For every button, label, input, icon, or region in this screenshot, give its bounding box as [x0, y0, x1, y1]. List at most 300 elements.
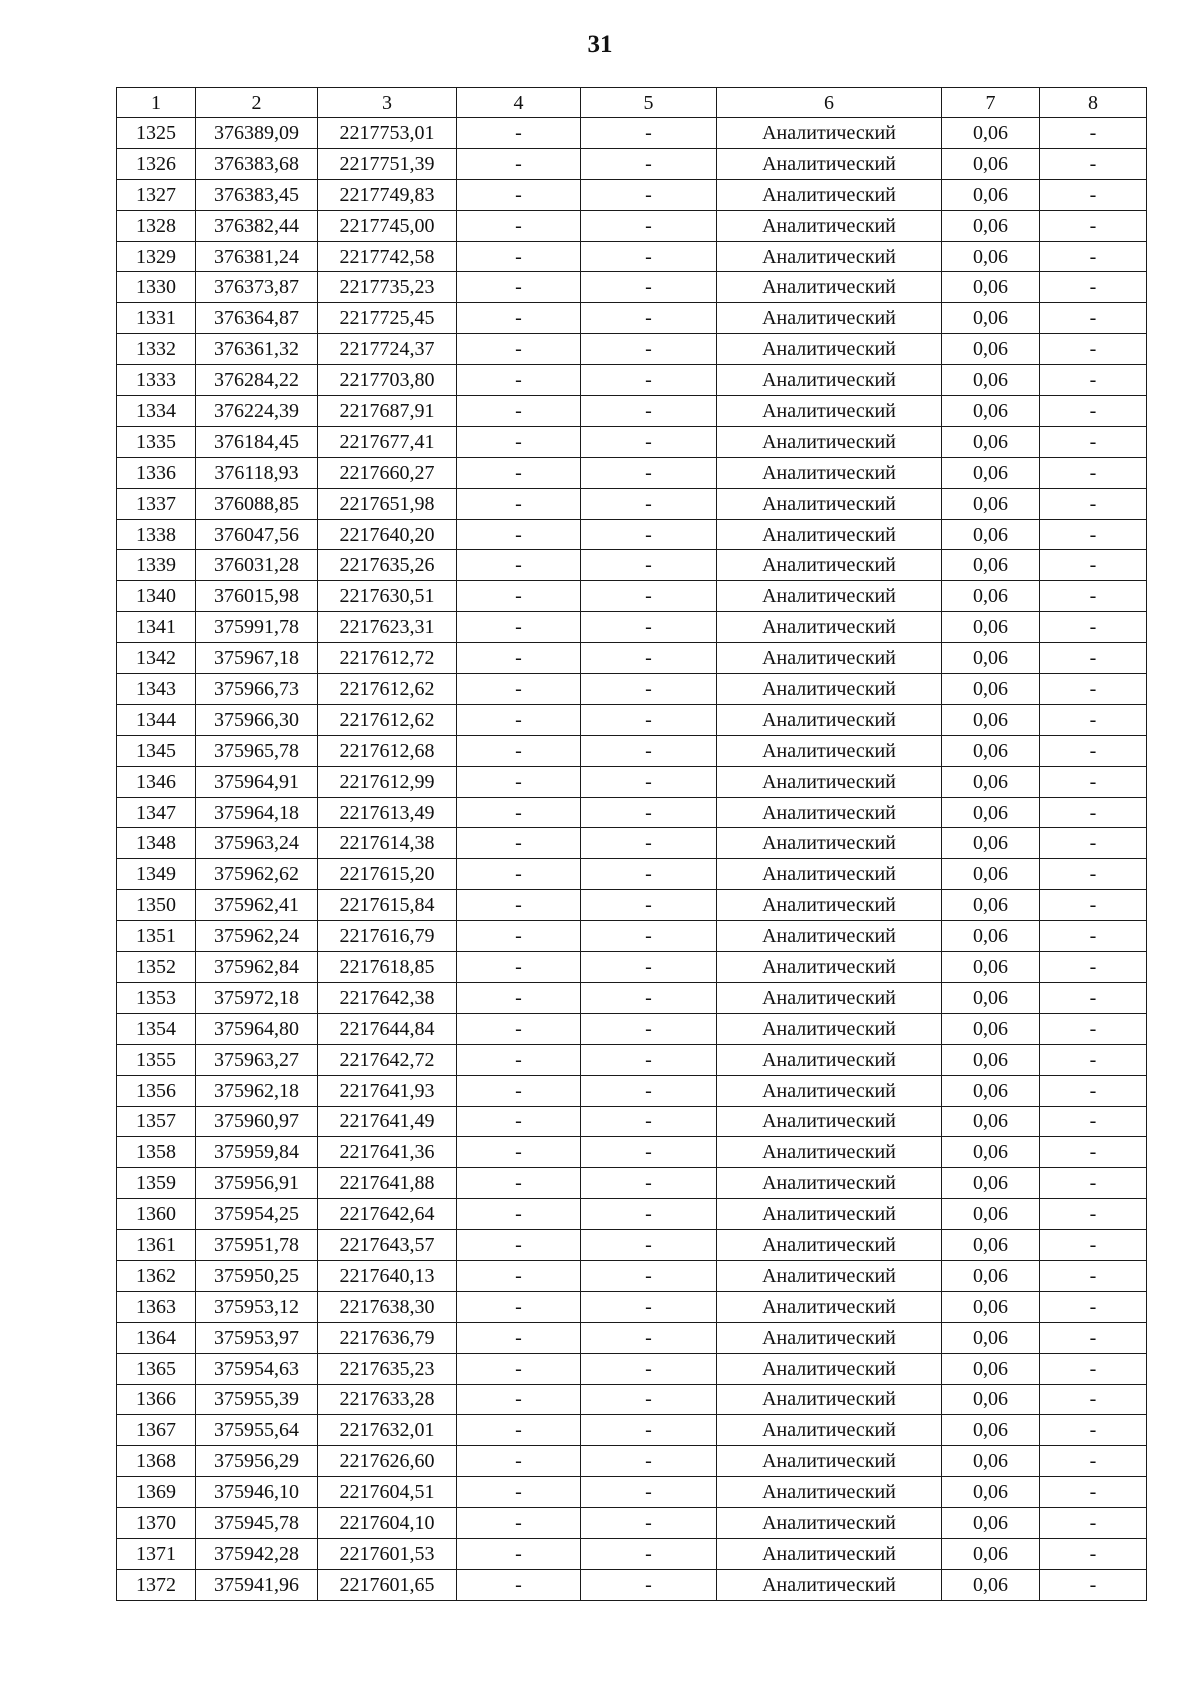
table-cell-col-6: Аналитический — [717, 581, 942, 612]
table-cell-col-8: - — [1040, 272, 1147, 303]
table-cell-col-5: - — [581, 674, 717, 705]
table-cell-col-6: Аналитический — [717, 1384, 942, 1415]
table-cell-col-2: 375956,29 — [196, 1446, 318, 1477]
table-cell-col-4: - — [457, 766, 581, 797]
table-cell-col-3: 2217687,91 — [318, 396, 457, 427]
table-cell-col-5: - — [581, 1230, 717, 1261]
table-cell-col-5: - — [581, 1291, 717, 1322]
table-cell-col-5: - — [581, 457, 717, 488]
table-cell-col-7: 0,06 — [942, 365, 1040, 396]
table-cell-col-1: 1334 — [117, 396, 196, 427]
table-cell-col-2: 375953,97 — [196, 1322, 318, 1353]
table-cell-col-8: - — [1040, 982, 1147, 1013]
table-cell-col-2: 375963,27 — [196, 1044, 318, 1075]
table-cell-col-7: 0,06 — [942, 1508, 1040, 1539]
table-cell-col-2: 375962,62 — [196, 859, 318, 890]
table-cell-col-7: 0,06 — [942, 982, 1040, 1013]
table-cell-col-3: 2217643,57 — [318, 1230, 457, 1261]
table-cell-col-5: - — [581, 828, 717, 859]
column-header-1: 1 — [117, 88, 196, 118]
table-cell-col-2: 375956,91 — [196, 1168, 318, 1199]
table-cell-col-3: 2217644,84 — [318, 1013, 457, 1044]
table-cell-col-3: 2217641,36 — [318, 1137, 457, 1168]
table-row — [117, 488, 1147, 519]
table-cell-col-5: - — [581, 581, 717, 612]
table-row — [117, 828, 1147, 859]
table-cell-col-1: 1360 — [117, 1199, 196, 1230]
table-cell-col-4: - — [457, 1075, 581, 1106]
table-cell-col-1: 1363 — [117, 1291, 196, 1322]
table-cell-col-5: - — [581, 334, 717, 365]
table-cell-col-7: 0,06 — [942, 1569, 1040, 1600]
table-cell-col-6: Аналитический — [717, 550, 942, 581]
table-cell-col-1: 1355 — [117, 1044, 196, 1075]
table-cell-col-2: 375962,24 — [196, 921, 318, 952]
table-cell-col-5: - — [581, 1538, 717, 1569]
table-cell-col-7: 0,06 — [942, 1384, 1040, 1415]
table-cell-col-2: 376383,45 — [196, 179, 318, 210]
table-cell-col-1: 1339 — [117, 550, 196, 581]
table-cell-col-2: 376389,09 — [196, 118, 318, 149]
table-cell-col-5: - — [581, 241, 717, 272]
table-cell-col-2: 375991,78 — [196, 612, 318, 643]
table-cell-col-3: 2217641,49 — [318, 1106, 457, 1137]
table-cell-col-1: 1333 — [117, 365, 196, 396]
table-cell-col-1: 1332 — [117, 334, 196, 365]
table-row — [117, 581, 1147, 612]
table-cell-col-3: 2217677,41 — [318, 426, 457, 457]
table-cell-col-1: 1331 — [117, 303, 196, 334]
table-cell-col-7: 0,06 — [942, 148, 1040, 179]
table-row — [117, 148, 1147, 179]
table-cell-col-4: - — [457, 457, 581, 488]
table-cell-col-7: 0,06 — [942, 1106, 1040, 1137]
table-cell-col-5: - — [581, 1075, 717, 1106]
table-cell-col-8: - — [1040, 1508, 1147, 1539]
table-cell-col-8: - — [1040, 1260, 1147, 1291]
table-cell-col-3: 2217745,00 — [318, 210, 457, 241]
table-cell-col-5: - — [581, 921, 717, 952]
table-cell-col-8: - — [1040, 704, 1147, 735]
table-cell-col-2: 375942,28 — [196, 1538, 318, 1569]
table-cell-col-1: 1342 — [117, 643, 196, 674]
table-cell-col-5: - — [581, 1446, 717, 1477]
table-cell-col-1: 1338 — [117, 519, 196, 550]
table-cell-col-6: Аналитический — [717, 179, 942, 210]
table-cell-col-3: 2217638,30 — [318, 1291, 457, 1322]
table-cell-col-3: 2217640,13 — [318, 1260, 457, 1291]
table-row — [117, 1260, 1147, 1291]
table-cell-col-2: 375964,80 — [196, 1013, 318, 1044]
table-cell-col-2: 375946,10 — [196, 1477, 318, 1508]
table-cell-col-8: - — [1040, 1291, 1147, 1322]
table-cell-col-2: 375962,84 — [196, 952, 318, 983]
table-cell-col-1: 1340 — [117, 581, 196, 612]
table-cell-col-8: - — [1040, 303, 1147, 334]
table-row — [117, 365, 1147, 396]
table-cell-col-8: - — [1040, 1538, 1147, 1569]
table-cell-col-1: 1368 — [117, 1446, 196, 1477]
table-cell-col-5: - — [581, 1013, 717, 1044]
table-cell-col-7: 0,06 — [942, 1446, 1040, 1477]
table-cell-col-6: Аналитический — [717, 365, 942, 396]
table-cell-col-2: 375955,39 — [196, 1384, 318, 1415]
table-cell-col-8: - — [1040, 519, 1147, 550]
table-cell-col-3: 2217601,53 — [318, 1538, 457, 1569]
table-cell-col-3: 2217635,23 — [318, 1353, 457, 1384]
table-cell-col-3: 2217613,49 — [318, 797, 457, 828]
table-cell-col-6: Аналитический — [717, 859, 942, 890]
table-cell-col-4: - — [457, 735, 581, 766]
table-cell-col-2: 376373,87 — [196, 272, 318, 303]
table-cell-col-8: - — [1040, 921, 1147, 952]
table-row — [117, 241, 1147, 272]
table-cell-col-7: 0,06 — [942, 118, 1040, 149]
table-cell-col-2: 375955,64 — [196, 1415, 318, 1446]
table-cell-col-4: - — [457, 1384, 581, 1415]
table-cell-col-5: - — [581, 365, 717, 396]
column-header-8: 8 — [1040, 88, 1147, 118]
table-cell-col-2: 375959,84 — [196, 1137, 318, 1168]
table-cell-col-6: Аналитический — [717, 1446, 942, 1477]
table-cell-col-6: Аналитический — [717, 1199, 942, 1230]
table-cell-col-4: - — [457, 1415, 581, 1446]
table-cell-col-7: 0,06 — [942, 704, 1040, 735]
table-cell-col-3: 2217630,51 — [318, 581, 457, 612]
table-cell-col-7: 0,06 — [942, 303, 1040, 334]
table-cell-col-4: - — [457, 1230, 581, 1261]
table-row — [117, 1075, 1147, 1106]
table-cell-col-1: 1371 — [117, 1538, 196, 1569]
table-row — [117, 396, 1147, 427]
table-cell-col-8: - — [1040, 488, 1147, 519]
table-cell-col-6: Аналитический — [717, 210, 942, 241]
table-cell-col-5: - — [581, 1415, 717, 1446]
table-cell-col-5: - — [581, 1137, 717, 1168]
table-cell-col-2: 375960,97 — [196, 1106, 318, 1137]
table-cell-col-4: - — [457, 581, 581, 612]
table-cell-col-4: - — [457, 1106, 581, 1137]
table-cell-col-1: 1326 — [117, 148, 196, 179]
table-cell-col-1: 1336 — [117, 457, 196, 488]
table-cell-col-8: - — [1040, 1569, 1147, 1600]
table-cell-col-2: 376382,44 — [196, 210, 318, 241]
table-cell-col-8: - — [1040, 1044, 1147, 1075]
table-cell-col-8: - — [1040, 1230, 1147, 1261]
table-cell-col-5: - — [581, 118, 717, 149]
table-cell-col-3: 2217642,72 — [318, 1044, 457, 1075]
table-cell-col-5: - — [581, 890, 717, 921]
table-cell-col-4: - — [457, 982, 581, 1013]
table-cell-col-4: - — [457, 396, 581, 427]
table-cell-col-8: - — [1040, 1384, 1147, 1415]
table-cell-col-5: - — [581, 426, 717, 457]
table-cell-col-3: 2217742,58 — [318, 241, 457, 272]
table-cell-col-2: 376224,39 — [196, 396, 318, 427]
table-row — [117, 704, 1147, 735]
table-cell-col-3: 2217753,01 — [318, 118, 457, 149]
table-cell-col-1: 1349 — [117, 859, 196, 890]
table-cell-col-7: 0,06 — [942, 612, 1040, 643]
table-row — [117, 1230, 1147, 1261]
table-cell-col-1: 1327 — [117, 179, 196, 210]
table-cell-col-7: 0,06 — [942, 426, 1040, 457]
table-cell-col-4: - — [457, 674, 581, 705]
table-cell-col-5: - — [581, 1106, 717, 1137]
table-cell-col-5: - — [581, 612, 717, 643]
table-header — [117, 88, 1147, 118]
table-cell-col-8: - — [1040, 952, 1147, 983]
table-cell-col-4: - — [457, 179, 581, 210]
table-cell-col-6: Аналитический — [717, 457, 942, 488]
table-cell-col-3: 2217612,68 — [318, 735, 457, 766]
table-cell-col-6: Аналитический — [717, 674, 942, 705]
table-cell-col-1: 1370 — [117, 1508, 196, 1539]
table-cell-col-2: 375966,73 — [196, 674, 318, 705]
table-cell-col-4: - — [457, 1446, 581, 1477]
table-row — [117, 1415, 1147, 1446]
table-cell-col-6: Аналитический — [717, 118, 942, 149]
table-cell-col-3: 2217618,85 — [318, 952, 457, 983]
table-row — [117, 1569, 1147, 1600]
table-cell-col-7: 0,06 — [942, 550, 1040, 581]
table-cell-col-5: - — [581, 488, 717, 519]
table-cell-col-7: 0,06 — [942, 1477, 1040, 1508]
table-cell-col-7: 0,06 — [942, 334, 1040, 365]
table-cell-col-1: 1351 — [117, 921, 196, 952]
table-cell-col-1: 1358 — [117, 1137, 196, 1168]
table-cell-col-8: - — [1040, 797, 1147, 828]
table-cell-col-8: - — [1040, 1013, 1147, 1044]
table-cell-col-1: 1337 — [117, 488, 196, 519]
table-row — [117, 982, 1147, 1013]
table-cell-col-5: - — [581, 1168, 717, 1199]
table-cell-col-5: - — [581, 982, 717, 1013]
table-row — [117, 1168, 1147, 1199]
table-cell-col-5: - — [581, 396, 717, 427]
coordinates-table — [116, 87, 1147, 1601]
table-cell-col-5: - — [581, 148, 717, 179]
table-cell-col-7: 0,06 — [942, 735, 1040, 766]
table-cell-col-7: 0,06 — [942, 1230, 1040, 1261]
table-cell-col-1: 1325 — [117, 118, 196, 149]
table-cell-col-4: - — [457, 859, 581, 890]
table-cell-col-8: - — [1040, 365, 1147, 396]
table-cell-col-6: Аналитический — [717, 148, 942, 179]
table-cell-col-3: 2217612,62 — [318, 674, 457, 705]
table-cell-col-4: - — [457, 1508, 581, 1539]
table-cell-col-5: - — [581, 859, 717, 890]
table-cell-col-2: 375945,78 — [196, 1508, 318, 1539]
table-cell-col-2: 375951,78 — [196, 1230, 318, 1261]
table-cell-col-1: 1343 — [117, 674, 196, 705]
table-cell-col-6: Аналитический — [717, 1569, 942, 1600]
table-cell-col-8: - — [1040, 210, 1147, 241]
table-cell-col-3: 2217635,26 — [318, 550, 457, 581]
table-cell-col-3: 2217749,83 — [318, 179, 457, 210]
table-cell-col-2: 376015,98 — [196, 581, 318, 612]
table-cell-col-5: - — [581, 1477, 717, 1508]
table-cell-col-1: 1348 — [117, 828, 196, 859]
table-cell-col-4: - — [457, 1044, 581, 1075]
table-cell-col-4: - — [457, 426, 581, 457]
table-cell-col-5: - — [581, 519, 717, 550]
table-cell-col-8: - — [1040, 766, 1147, 797]
table-cell-col-6: Аналитический — [717, 1322, 942, 1353]
table-cell-col-6: Аналитический — [717, 735, 942, 766]
table-cell-col-3: 2217735,23 — [318, 272, 457, 303]
table-cell-col-4: - — [457, 488, 581, 519]
table-row — [117, 1384, 1147, 1415]
table-cell-col-4: - — [457, 704, 581, 735]
table-cell-col-5: - — [581, 1508, 717, 1539]
table-cell-col-5: - — [581, 1569, 717, 1600]
table-cell-col-7: 0,06 — [942, 1075, 1040, 1106]
table-row — [117, 1538, 1147, 1569]
table-cell-col-8: - — [1040, 581, 1147, 612]
table-cell-col-3: 2217725,45 — [318, 303, 457, 334]
table-cell-col-2: 375964,91 — [196, 766, 318, 797]
table-cell-col-2: 375972,18 — [196, 982, 318, 1013]
table-row — [117, 179, 1147, 210]
table-cell-col-4: - — [457, 612, 581, 643]
table-cell-col-2: 376184,45 — [196, 426, 318, 457]
table-cell-col-3: 2217751,39 — [318, 148, 457, 179]
table-cell-col-1: 1361 — [117, 1230, 196, 1261]
table-cell-col-3: 2217633,28 — [318, 1384, 457, 1415]
table-cell-col-3: 2217660,27 — [318, 457, 457, 488]
table-cell-col-6: Аналитический — [717, 982, 942, 1013]
table-cell-col-2: 376088,85 — [196, 488, 318, 519]
table-cell-col-8: - — [1040, 1137, 1147, 1168]
table-cell-col-2: 376361,32 — [196, 334, 318, 365]
table-cell-col-4: - — [457, 1569, 581, 1600]
table-row — [117, 859, 1147, 890]
table-row — [117, 1477, 1147, 1508]
table-cell-col-7: 0,06 — [942, 890, 1040, 921]
table-row — [117, 1446, 1147, 1477]
table-cell-col-5: - — [581, 766, 717, 797]
table-cell-col-3: 2217703,80 — [318, 365, 457, 396]
table-cell-col-3: 2217641,88 — [318, 1168, 457, 1199]
table-row — [117, 303, 1147, 334]
table-row — [117, 118, 1147, 149]
table-cell-col-8: - — [1040, 1168, 1147, 1199]
table-cell-col-7: 0,06 — [942, 1044, 1040, 1075]
table-cell-col-1: 1344 — [117, 704, 196, 735]
table-cell-col-5: - — [581, 1322, 717, 1353]
table-cell-col-1: 1352 — [117, 952, 196, 983]
table-cell-col-8: - — [1040, 148, 1147, 179]
table-cell-col-7: 0,06 — [942, 241, 1040, 272]
table-cell-col-1: 1365 — [117, 1353, 196, 1384]
table-row — [117, 643, 1147, 674]
table-cell-col-5: - — [581, 735, 717, 766]
column-header-6: 6 — [717, 88, 942, 118]
table-cell-col-8: - — [1040, 334, 1147, 365]
table-cell-col-3: 2217615,20 — [318, 859, 457, 890]
table-cell-col-3: 2217623,31 — [318, 612, 457, 643]
table-cell-col-6: Аналитический — [717, 1230, 942, 1261]
table-row — [117, 1291, 1147, 1322]
table-cell-col-5: - — [581, 272, 717, 303]
table-cell-col-3: 2217626,60 — [318, 1446, 457, 1477]
table-cell-col-7: 0,06 — [942, 1322, 1040, 1353]
table-cell-col-3: 2217724,37 — [318, 334, 457, 365]
table-cell-col-8: - — [1040, 612, 1147, 643]
table-cell-col-1: 1362 — [117, 1260, 196, 1291]
table-row — [117, 1322, 1147, 1353]
table-cell-col-8: - — [1040, 643, 1147, 674]
table-cell-col-4: - — [457, 921, 581, 952]
table-cell-col-4: - — [457, 303, 581, 334]
table-cell-col-5: - — [581, 1260, 717, 1291]
table-cell-col-1: 1329 — [117, 241, 196, 272]
table-cell-col-5: - — [581, 179, 717, 210]
table-cell-col-7: 0,06 — [942, 1260, 1040, 1291]
table-cell-col-4: - — [457, 797, 581, 828]
table-cell-col-4: - — [457, 210, 581, 241]
table-body — [117, 118, 1147, 1601]
table-cell-col-2: 375967,18 — [196, 643, 318, 674]
table-cell-col-7: 0,06 — [942, 952, 1040, 983]
table-cell-col-8: - — [1040, 1199, 1147, 1230]
table-cell-col-3: 2217616,79 — [318, 921, 457, 952]
table-cell-col-6: Аналитический — [717, 1168, 942, 1199]
table-cell-col-4: - — [457, 1477, 581, 1508]
table-cell-col-2: 376118,93 — [196, 457, 318, 488]
column-header-3: 3 — [318, 88, 457, 118]
table-cell-col-6: Аналитический — [717, 241, 942, 272]
table-cell-col-6: Аналитический — [717, 303, 942, 334]
table-cell-col-4: - — [457, 1013, 581, 1044]
table-cell-col-8: - — [1040, 457, 1147, 488]
table-cell-col-4: - — [457, 1260, 581, 1291]
table-cell-col-4: - — [457, 365, 581, 396]
table-cell-col-3: 2217604,10 — [318, 1508, 457, 1539]
table-cell-col-6: Аналитический — [717, 612, 942, 643]
table-cell-col-7: 0,06 — [942, 457, 1040, 488]
table-cell-col-8: - — [1040, 828, 1147, 859]
table-cell-col-6: Аналитический — [717, 519, 942, 550]
table-cell-col-7: 0,06 — [942, 272, 1040, 303]
table-cell-col-3: 2217612,72 — [318, 643, 457, 674]
table-cell-col-4: - — [457, 1538, 581, 1569]
table-row — [117, 1137, 1147, 1168]
table-cell-col-1: 1354 — [117, 1013, 196, 1044]
table-cell-col-2: 376047,56 — [196, 519, 318, 550]
table-cell-col-6: Аналитический — [717, 1106, 942, 1137]
table-cell-col-8: - — [1040, 550, 1147, 581]
table-cell-col-8: - — [1040, 241, 1147, 272]
table-cell-col-7: 0,06 — [942, 1353, 1040, 1384]
table-cell-col-6: Аналитический — [717, 1075, 942, 1106]
table-cell-col-8: - — [1040, 1415, 1147, 1446]
table-cell-col-2: 375962,18 — [196, 1075, 318, 1106]
table-row — [117, 890, 1147, 921]
table-cell-col-6: Аналитический — [717, 828, 942, 859]
table-cell-col-2: 376031,28 — [196, 550, 318, 581]
table-row — [117, 1353, 1147, 1384]
table-cell-col-8: - — [1040, 1477, 1147, 1508]
table-cell-col-1: 1372 — [117, 1569, 196, 1600]
table-cell-col-2: 375954,25 — [196, 1199, 318, 1230]
table-cell-col-7: 0,06 — [942, 1538, 1040, 1569]
table-cell-col-6: Аналитический — [717, 1044, 942, 1075]
table-cell-col-1: 1366 — [117, 1384, 196, 1415]
table-row — [117, 674, 1147, 705]
table-cell-col-8: - — [1040, 1106, 1147, 1137]
